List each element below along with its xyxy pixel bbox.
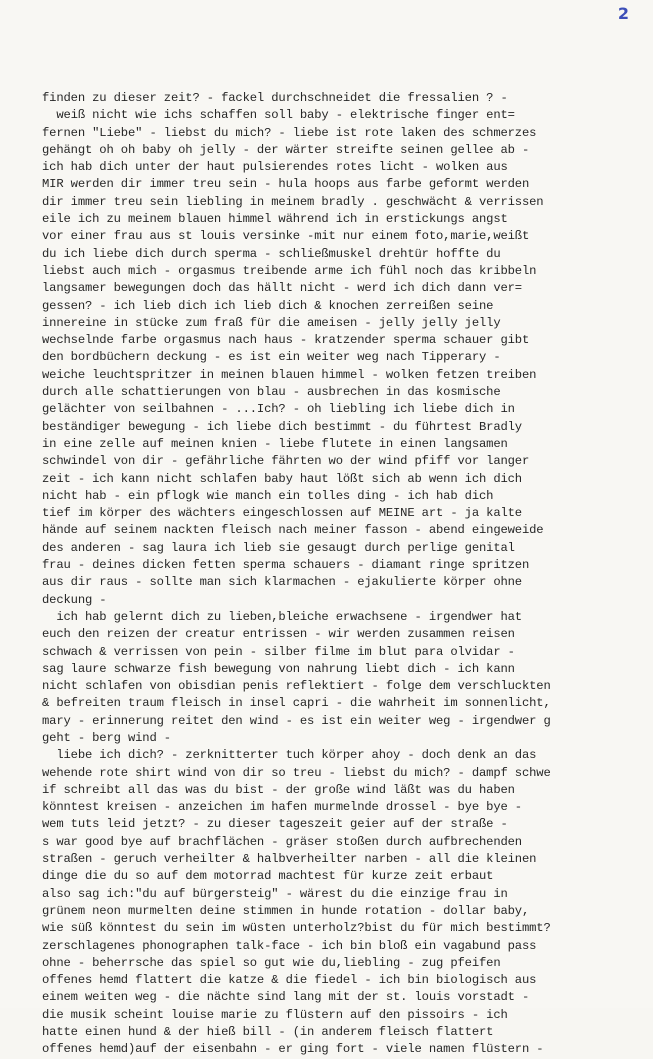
text-line: finden zu dieser zeit? - fackel durchschneidet die fressalien ? - (42, 91, 508, 105)
text-line: die musik scheint louise marie zu flüstern auf den pissoirs - ich (42, 1007, 508, 1022)
text-line: & befreiten traum fleisch in insel capri - die wahrheit im sonnenlicht, (42, 696, 551, 711)
text-line: hände auf seinem nackten fleisch nach meiner fasson - abend eingeweide (42, 523, 544, 538)
text-line: den bordbüchern deckung - es ist ein weiter weg nach Tipperary - (42, 350, 501, 365)
text-line: des anderen - sag laura ich lieb sie gesaugt durch perlige genital (42, 540, 515, 555)
text-line: grünem neon murmelten deine stimmen in hunde rotation - dollar baby, (42, 903, 530, 918)
text-line: frau - deines dicken fetten sperma schauers - diamant ringe spritzen (42, 558, 530, 573)
text-line: zerschlagenes phonographen talk-face - ich bin bloß ein vagabund pass (42, 938, 537, 953)
text-line: liebe ich dich? - zerknitterter tuch körper ahoy - doch denk an das (42, 748, 537, 763)
page-number: 2 (617, 4, 629, 23)
text-line: vor einer frau aus st louis versinke -mit nur einem foto,marie,weißt (42, 229, 530, 244)
text-line: s war good bye auf brachflächen - gräser stoßen durch aufbrechenden (42, 834, 522, 849)
text-line: dir immer treu sein liebling in meinem bradly . geschwächt & verrissen (42, 194, 544, 209)
text-line: gelächter von seilbahnen - ...Ich? - oh liebling ich liebe dich in (42, 402, 515, 417)
text-line: weiche leuchtspritzer in meinen blauen himmel - wolken fetzen treiben (42, 367, 537, 382)
text-line: nicht schlafen von obisdian penis reflektiert - folge dem verschluckten (42, 679, 551, 694)
text-line: langsamer bewegungen doch das hällt nicht - werd ich dich dann ver= (42, 281, 522, 296)
text-line: schwach & verrissen von pein - silber filme im blut para olvidar - (42, 644, 515, 659)
text-line: offenes hemd flattert die katze & die fiedel - ich bin biologisch aus (42, 973, 537, 988)
text-line: aus dir raus - sollte man sich klarmachen - ejakulierte körper ohne (42, 575, 522, 590)
text-line: MIR werden dir immer treu sein - hula hoops aus farbe geformt werden (42, 177, 530, 192)
text-line: if schreibt all das was du bist - der große wind läßt was du haben (42, 782, 515, 797)
text-line: innereine in stücke zum fraß für die ameisen - jelly jelly jelly (42, 315, 501, 330)
text-line: zeit - ich kann nicht schlafen baby haut lößt sich ab wenn ich dich (42, 471, 522, 486)
text-line: ohne - beherrsche das spiel so gut wie du,liebling - zug pfeifen (42, 955, 501, 970)
text-line: also sag ich:"du auf bürgersteig" - wärest du die einzige frau in (42, 886, 508, 901)
text-line: einem weiten weg - die nächte sind lang mit der st. louis vorstadt - (42, 990, 530, 1005)
text-line: weiß nicht wie ichs schaffen soll baby - elektrische finger ent= (42, 108, 515, 123)
text-line: wechselnde farbe orgasmus nach haus - kratzender sperma schauer gibt (42, 333, 530, 348)
text-line: ich hab gelernt dich zu lieben,bleiche erwachsene - irgendwer hat (42, 609, 522, 624)
text-line: geht - berg wind - (42, 730, 171, 745)
text-line: sag laure schwarze fish bewegung von nahrung liebt dich - ich kann (42, 661, 515, 676)
text-line: fernen "Liebe" - liebst du mich? - liebe ist rote laken des schmerzes (42, 125, 537, 140)
text-line: deckung - (42, 592, 107, 607)
typescript-body (42, 90, 642, 1059)
text-line: schwindel von dir - gefährliche fährten wo der wind pfiff vor langer (42, 454, 530, 469)
text-line: gessen? - ich lieb dich ich lieb dich & knochen zerreißen seine (42, 298, 494, 313)
text-line: hatte einen hund & der hieß bill - (in anderem fleisch flattert (42, 1025, 494, 1040)
text-line: eile ich zu meinem blauen himmel während ich in erstickungs angst (42, 212, 508, 227)
text-line: gehängt oh oh baby oh jelly - der wärter streifte seinen gellee ab - (42, 142, 530, 157)
text-line: straßen - geruch verheilter & halbverheilter narben - all die kleinen (42, 852, 537, 867)
text-line: durch alle schattierungen von blau - ausbrechen in das kosmische (42, 385, 501, 400)
text-line: könntest kreisen - anzeichen im hafen murmelnde drossel - bye bye - (42, 800, 522, 815)
text-line: dinge die du so auf dem motorrad machtest für kurze zeit erbaut (42, 869, 494, 884)
text-line: offenes hemd)auf der eisenbahn - er ging fort - viele namen flüstern - (42, 1042, 544, 1057)
text-line: nicht hab - ein pflogk wie manch ein tolles ding - ich hab dich (42, 488, 494, 503)
text-line: du ich liebe dich durch sperma - schließmuskel drehtür hoffte du (42, 246, 501, 261)
text-line: liebst auch mich - orgasmus treibende arme ich fühl noch das kribbeln (42, 263, 537, 278)
text-line: mary - erinnerung reitet den wind - es ist ein weiter weg - irgendwer g (42, 713, 551, 728)
text-line: ich hab dich unter der haut pulsierendes rotes licht - wolken aus (42, 160, 508, 175)
text-line: beständiger bewegung - ich liebe dich bestimmt - du führtest Bradly (42, 419, 522, 434)
text-line: wehende rote shirt wind von dir so treu - liebst du mich? - dampf schwe (42, 765, 551, 780)
text-line: wem tuts leid jetzt? - zu dieser tageszeit geier auf der straße - (42, 817, 508, 832)
text-line: in eine zelle auf meinen knien - liebe flutete in einen langsamen (42, 436, 508, 451)
text-line: tief im körper des wächters eingeschlossen auf MEINE art - ja kalte (42, 506, 522, 521)
text-line: wie süß könntest du sein im wüsten unterholz?bist du für mich bestimmt? (42, 921, 551, 936)
text-line: euch den reizen der creatur entrissen - wir werden zusammen reisen (42, 627, 515, 642)
